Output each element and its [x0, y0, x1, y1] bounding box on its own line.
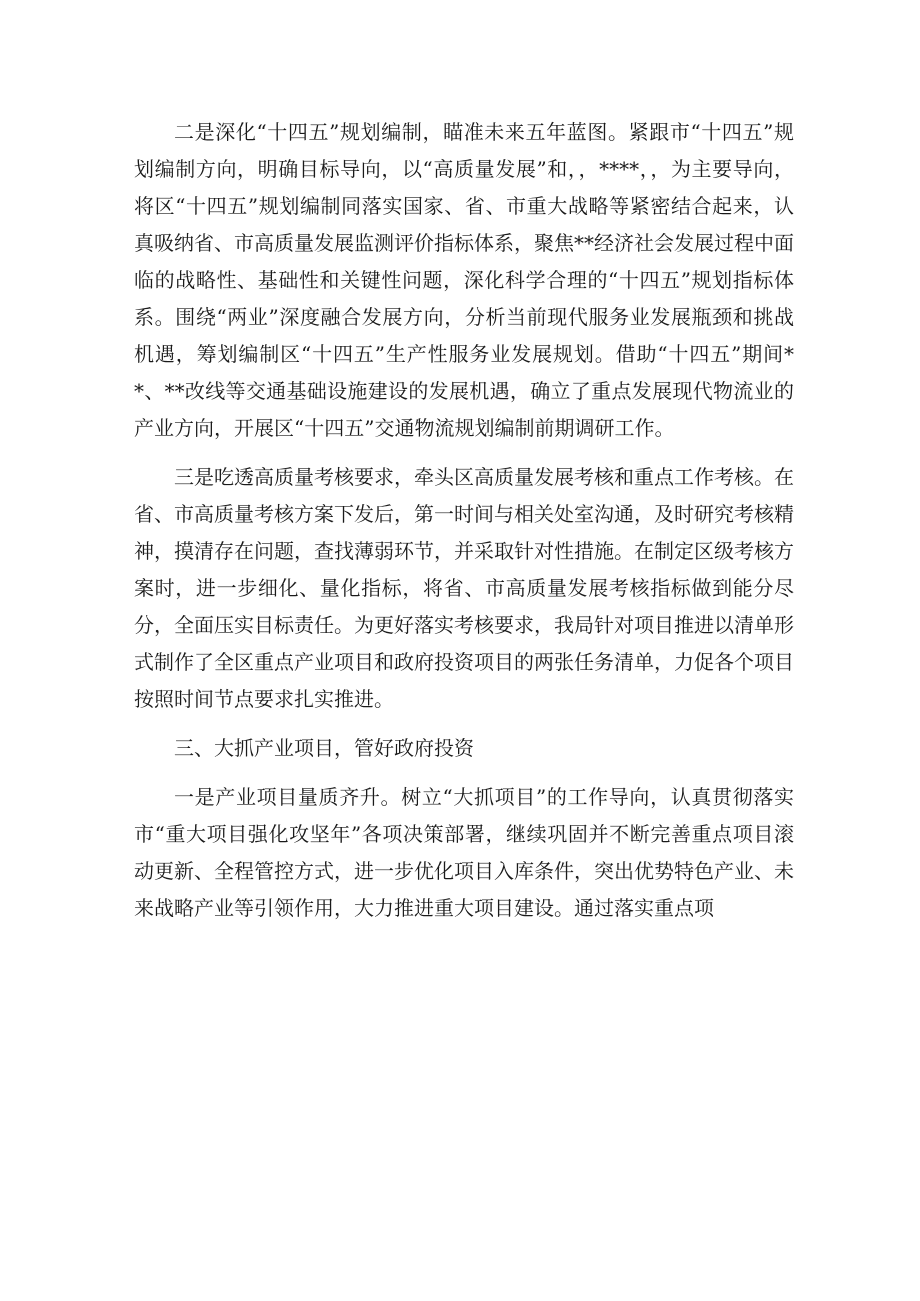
paragraph-project-quality: 一是产业项目量质齐升。树立“大抓项目”的工作导向，认真贯彻落实市“重大项目强化攻坚年”各项决策部署，继续巩固并不断完善重点项目滚动更新、全程管控方式，进一步优化项目入库条件，突出优势特色产业、未来战略产业等引领作用，大力推进重大项目建设。通过落实重点项 [134, 785, 794, 920]
paragraph-assessment-requirements: 三是吃透高质量考核要求，牵头区高质量发展考核和重点工作考核。在省、市高质量考核方案下发后，第一时间与相关处室沟通，及时研究考核精神，摸清存在问题，查找薄弱环节，并采取针对性措施。在制定区级考核方案时，进一步细化、量化指标，将省、市高质量发展考核指标做到能分尽分，全面压实目标责任。为更好落实考核要求，我局针对项目推进以清单形式制作了全区重点产业项目和政府投资项目的两张任务清单，力促各个项目按照时间节点要求扎实推进。 [134, 465, 794, 711]
document-body [134, 114, 794, 939]
paragraph-plan-compilation: 二是深化“十四五”规划编制，瞄准未来五年蓝图。紧跟市“十四五”规划编制方向，明确目标导向，以“高质量发展”和，，****，，为主要导向，将区“十四五”规划编制同落实国家、省、市重大战略等紧密结合起来，认真吸纳省、市高质量发展监测评价指标体系，聚焦**经济社会发展过程中面临的战略性、基础性和关键性问题，深化科学合理的“十四五”规划指标体系。围绕“两业”深度融合发展方向，分析当前现代服务业发展瓶颈和挑战机遇，筹划编制区“十四五”生产性服务业发展规划。借助“十四五”期间**、**改线等交通基础设施建设的发展机遇，确立了重点发展现代物流业的产业方向，开展区“十四五”交通物流规划编制前期调研工作。 [134, 120, 794, 440]
section-heading-industrial-projects: 三、大抓产业项目，管好政府投资 [174, 736, 474, 760]
